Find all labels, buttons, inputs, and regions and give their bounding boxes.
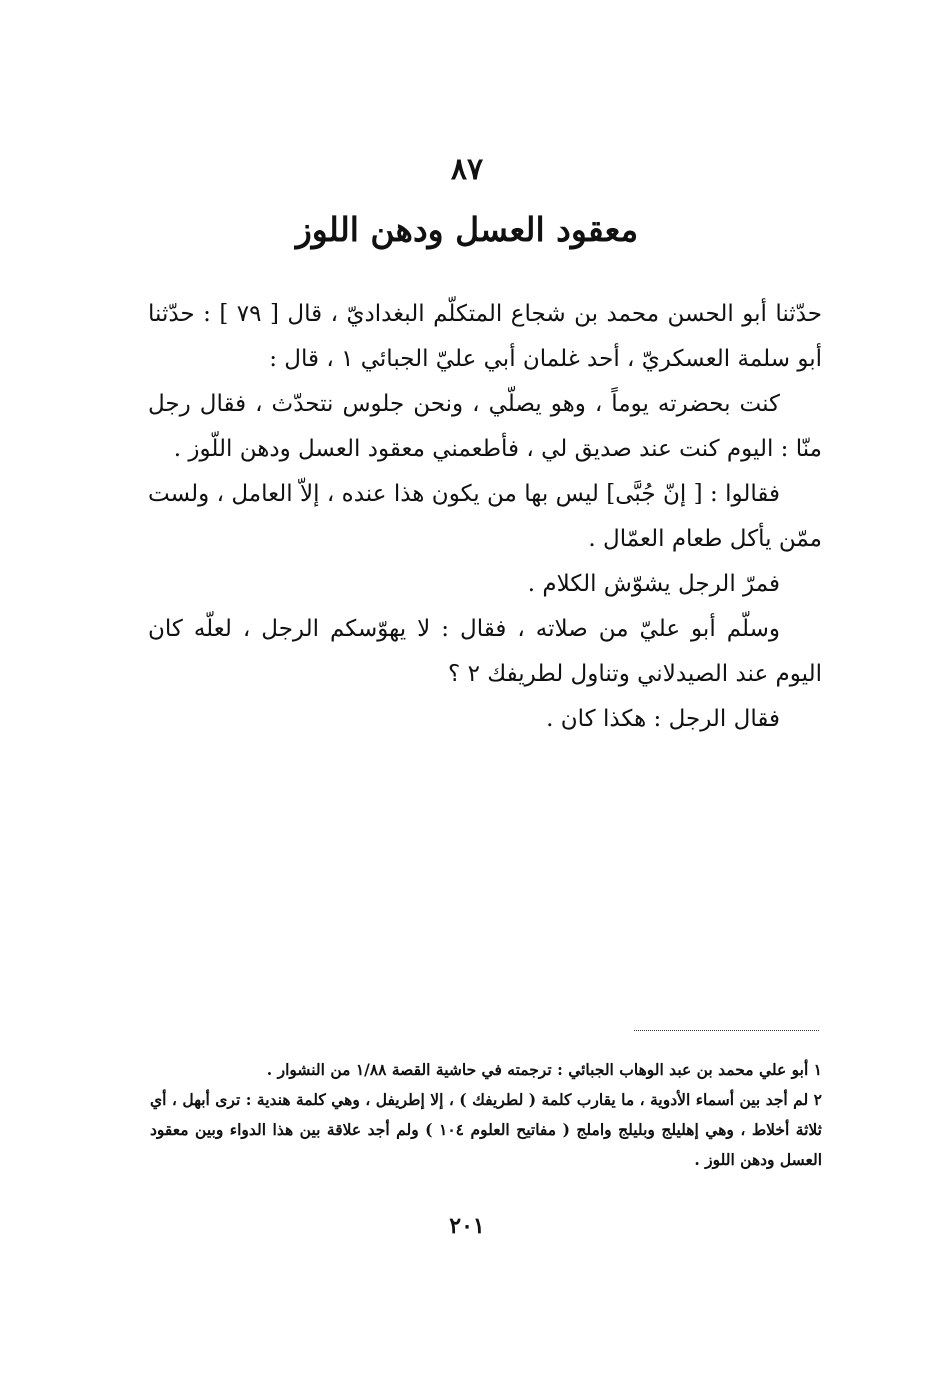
paragraph-isnad: حدّثنا أبو الحسن محمد بن شجاع المتكلّم البغداديّ ، قال [ ٧٩ ] : حدّثنا أبو سلمة العسكريّ ، أحد غلمان أبي عليّ الجبائي ١ ، قال :: [148, 301, 823, 372]
chapter-title: معقود العسل ودهن اللوز: [295, 210, 639, 249]
paragraph-story-opening: كنت بحضرته يوماً ، وهو يصلّي ، ونحن جلوس نتحدّث ، فقال رجل منّا : اليوم كنت عند صديق لي ، فأطعمني معقود العسل ودهن اللّوز .: [148, 391, 822, 462]
footnote-1: ١ أبو علي محمد بن عبد الوهاب الجبائي : ترجمته في حاشية القصة ١/٨٨ من النشوار .: [266, 1060, 822, 1079]
paragraph-conclusion: فقال الرجل : هكذا كان .: [546, 706, 780, 732]
paragraph-abu-ali-answer: وسلّم أبو عليّ من صلاته ، فقال : لا يهوّسكم الرجل ، لعلّه كان اليوم عند الصيدلاني وتناول لطريفك ٢ ؟: [148, 616, 822, 687]
footnote-divider: [634, 1030, 819, 1031]
body-text: [148, 292, 822, 742]
chapter-number: ٨٧: [450, 152, 484, 187]
footnotes: [150, 1055, 822, 1175]
paragraph-reply: فقالوا : [ إنّ جُبَّى] ليس بها من يكون هذا عنده ، إلاّ العامل ، ولست ممّن يأكل طعام العمّال .: [148, 481, 822, 552]
paragraph-confusion: فمرّ الرجل يشوّش الكلام .: [527, 571, 780, 597]
page-number: ٢٠١: [449, 1213, 485, 1239]
footnote-2: ٢ لم أجد بين أسماء الأدوية ، ما يقارب كلمة ( لطريفك ) ، إلا إطريفل ، وهي كلمة هندية : ترى أبهل ، أي ثلاثة أخلاط ، وهي إهليلج وبليلج واملج ( مفاتيح العلوم ١٠٤ ) ولم أجد علاقة بين هذا الدواء وبين معقود العسل ودهن اللوز .: [150, 1090, 822, 1169]
